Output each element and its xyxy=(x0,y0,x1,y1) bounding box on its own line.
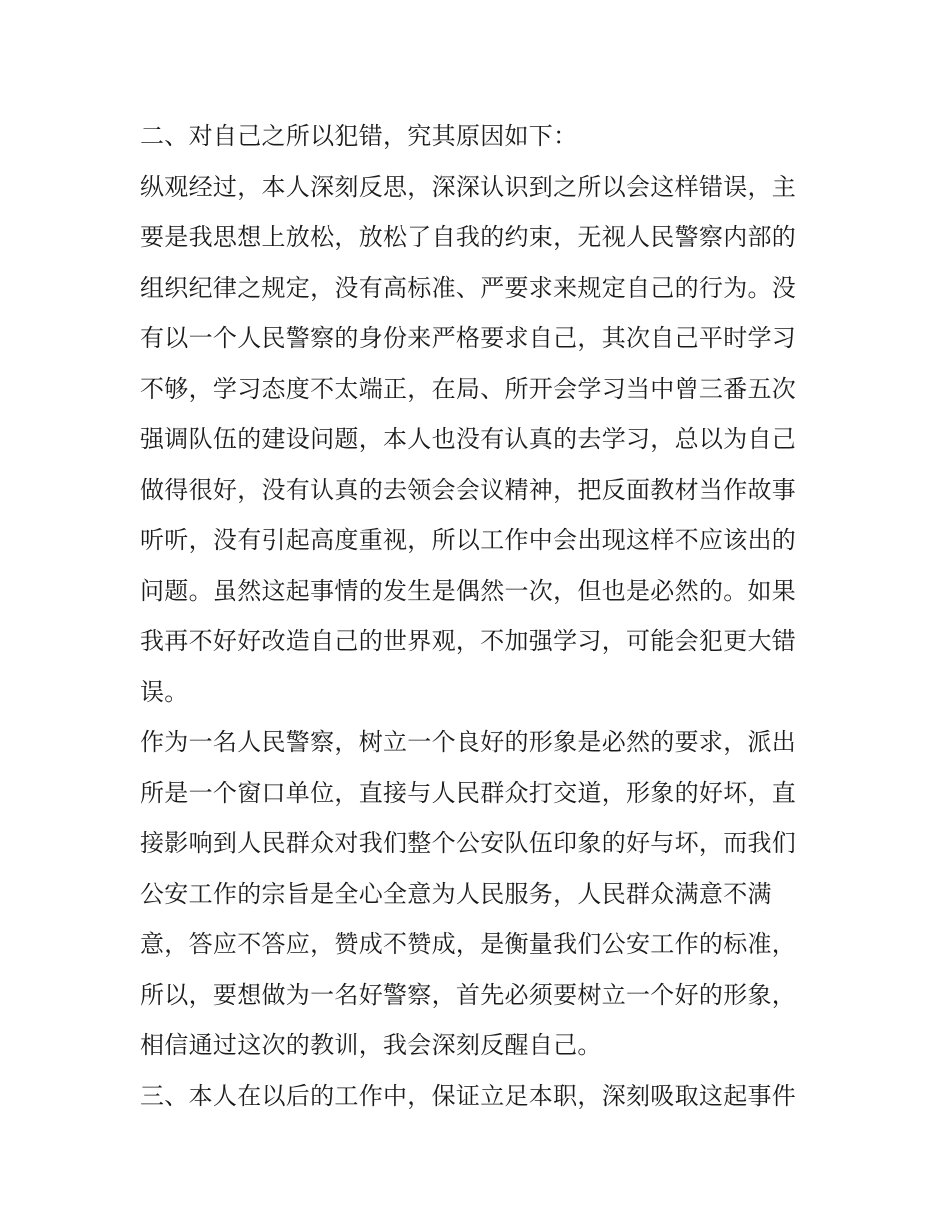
text-line: 我再不好好改造自己的世界观，不加强学习，可能会犯更大错 xyxy=(140,627,797,655)
text-line: 听听，没有引起高度重视，所以工作中会出现这样不应该出的 xyxy=(140,526,797,554)
text-line: 有以一个人民警察的身份来严格要求自己，其次自己平时学习 xyxy=(140,324,797,352)
text-line: 误。 xyxy=(140,677,189,706)
text-line: 做得很好，没有认真的去领会会议精神，把反面教材当作故事 xyxy=(140,475,797,504)
text-line: 所以，要想做为一名好警察，首先必须要树立一个好的形象， xyxy=(140,980,797,1009)
text-line: 作为一名人民警察，树立一个良好的形象是必然的要求，派出 xyxy=(140,728,797,756)
text-line: 纵观经过，本人深刻反思，深深认识到之所以会这样错误，主 xyxy=(140,172,797,201)
text-line: 要是我思想上放松，放松了自我的约束，无视人民警察内部的 xyxy=(140,223,797,251)
text-line: 组织纪律之规定，没有高标准、严要求来规定自己的行为。没 xyxy=(140,273,797,302)
text-line: 相信通过这次的教训，我会深刻反醒自己。 xyxy=(140,1031,602,1059)
text-line: 三、本人在以后的工作中，保证立足本职，深刻吸取这起事件 xyxy=(140,1081,797,1110)
document-body xyxy=(140,111,820,1121)
text-line: 所是一个窗口单位，直接与人民群众打交道，形象的好坏，直 xyxy=(140,778,797,807)
text-line: 不够，学习态度不太端正，在局、所开会学习当中曾三番五次 xyxy=(140,374,797,403)
text-line: 公安工作的宗旨是全心全意为人民服务，人民群众满意不满 xyxy=(140,879,772,908)
text-line: 接影响到人民群众对我们整个公安队伍印象的好与坏，而我们 xyxy=(140,829,797,857)
text-line: 意，答应不答应，赞成不赞成，是衡量我们公安工作的标准， xyxy=(140,930,797,958)
text-line: 二、对自己之所以犯错，究其原因如下： xyxy=(140,122,578,150)
text-line: 问题。虽然这起事情的发生是偶然一次，但也是必然的。如果 xyxy=(140,576,797,605)
text-line: 强调队伍的建设问题，本人也没有认真的去学习，总以为自己 xyxy=(140,425,797,453)
